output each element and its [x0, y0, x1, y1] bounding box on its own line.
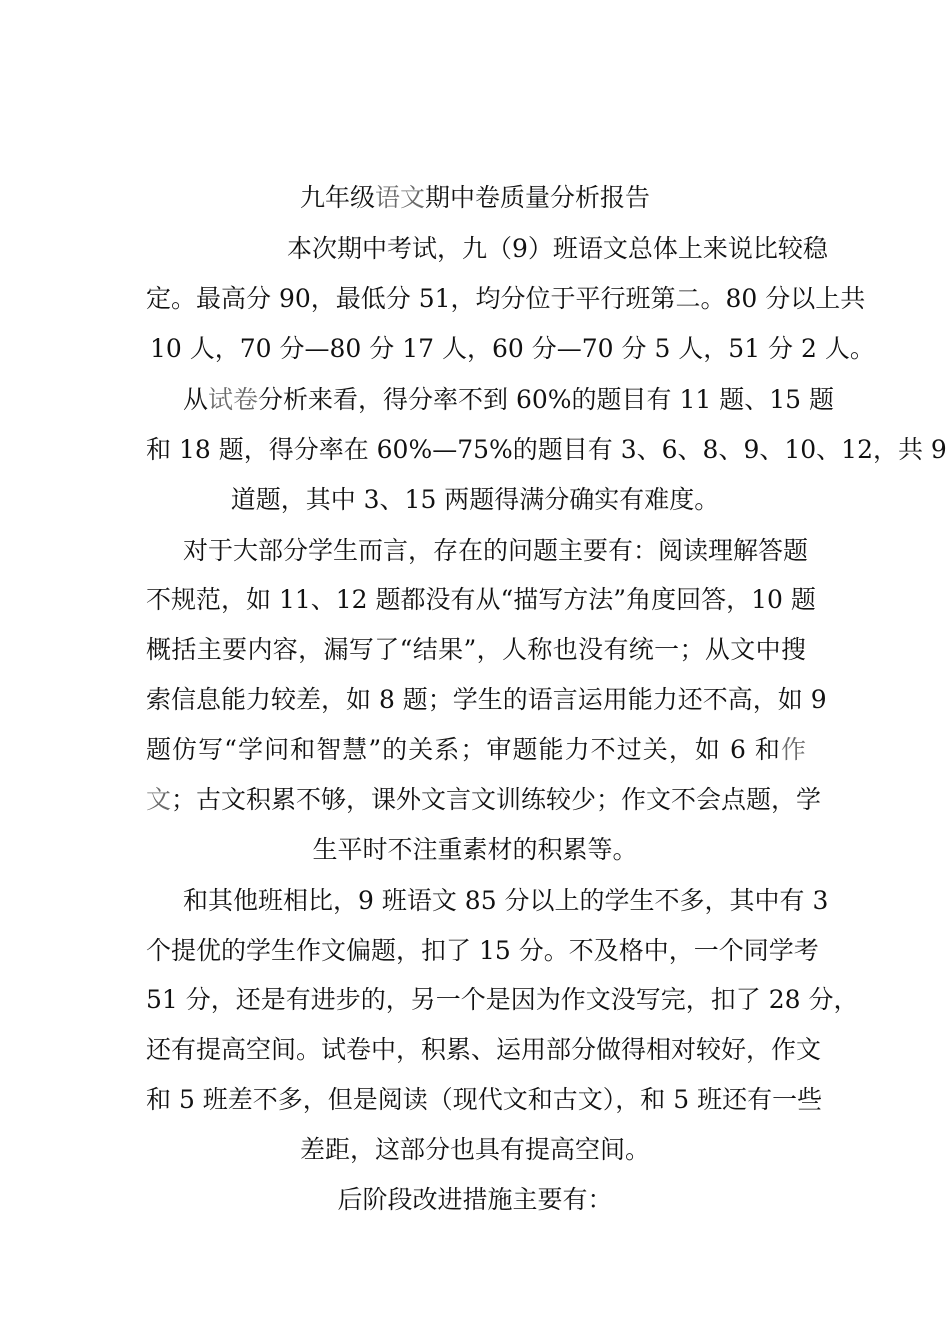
title-highlight: 语文 — [374, 183, 425, 212]
p3-line-3: 概括主要内容，漏写了“结果”，人称也没有统一；从文中搜 — [146, 635, 806, 664]
p1-line-3: 10 人，70 分—80 分 17 人，60 分—70 分 5 人，51 分 2 人。 — [150, 334, 875, 363]
p2-line-1 — [183, 382, 834, 418]
p3-line-2: 不规范，如 11、12 题都没有从“描写方法”角度回答，10 题 — [146, 585, 816, 614]
p1-line-2: 定。最高分 90，最低分 51，均分位于平行班第二。80 分以上共 — [146, 284, 866, 313]
p2-line-2: 和 18 题，得分率在 60%—75%的题目有 3、6、8、9、10、12，共 9 — [146, 435, 947, 464]
p2-line-1-pre: 从 — [183, 385, 209, 414]
p4-line-1: 和其他班相比，9 班语文 85 分以上的学生不多，其中有 3 — [183, 886, 829, 915]
p2-line-1-highlight: 试卷 — [208, 385, 259, 414]
p3-line-6-post: ；古文积累不够，课外文言文训练较少；作文不会点题，学 — [171, 785, 822, 814]
p3-line-5-highlight: 作 — [780, 735, 806, 764]
p5-line-1: 后阶段改进措施主要有： — [337, 1185, 613, 1214]
p2-line-3: 道题，其中 3、15 两题得满分确实有难度。 — [230, 485, 720, 514]
p4-line-5: 和 5 班差不多，但是阅读（现代文和古文），和 5 班还有一些 — [146, 1085, 823, 1114]
p4-line-6: 差距，这部分也具有提高空间。 — [299, 1135, 650, 1164]
p4-line-3: 51 分，还是有进步的，另一个是因为作文没写完，扣了 28 分， — [146, 985, 859, 1014]
p2-line-1-post: 分析来看，得分率不到 60%的题目有 11 题、15 题 — [258, 385, 835, 414]
title-post: 期中卷质量分析报告 — [425, 183, 651, 212]
p1-line-1: 本次期中考试，九（9）班语文总体上来说比较稳 — [287, 234, 828, 263]
p3-line-5 — [146, 732, 806, 768]
p3-line-6 — [146, 782, 822, 818]
p3-line-1: 对于大部分学生而言，存在的问题主要有：阅读理解答题 — [183, 536, 809, 565]
title-pre: 九年级 — [299, 183, 375, 212]
p4-line-2: 个提优的学生作文偏题，扣了 15 分。不及格中，一个同学考 — [146, 936, 819, 965]
report-title — [0, 180, 950, 216]
p3-line-4: 索信息能力较差，如 8 题；学生的语言运用能力还不高，如 9 — [146, 685, 827, 714]
p3-line-6-highlight: 文 — [146, 785, 172, 814]
p3-line-7: 生平时不注重素材的积累等。 — [312, 835, 638, 864]
p3-line-5-pre: 题仿写“学问和智慧”的关系；审题能力不过关，如 6 和 — [146, 735, 781, 764]
p4-line-4: 还有提高空间。试卷中，积累、运用部分做得相对较好，作文 — [146, 1035, 822, 1064]
